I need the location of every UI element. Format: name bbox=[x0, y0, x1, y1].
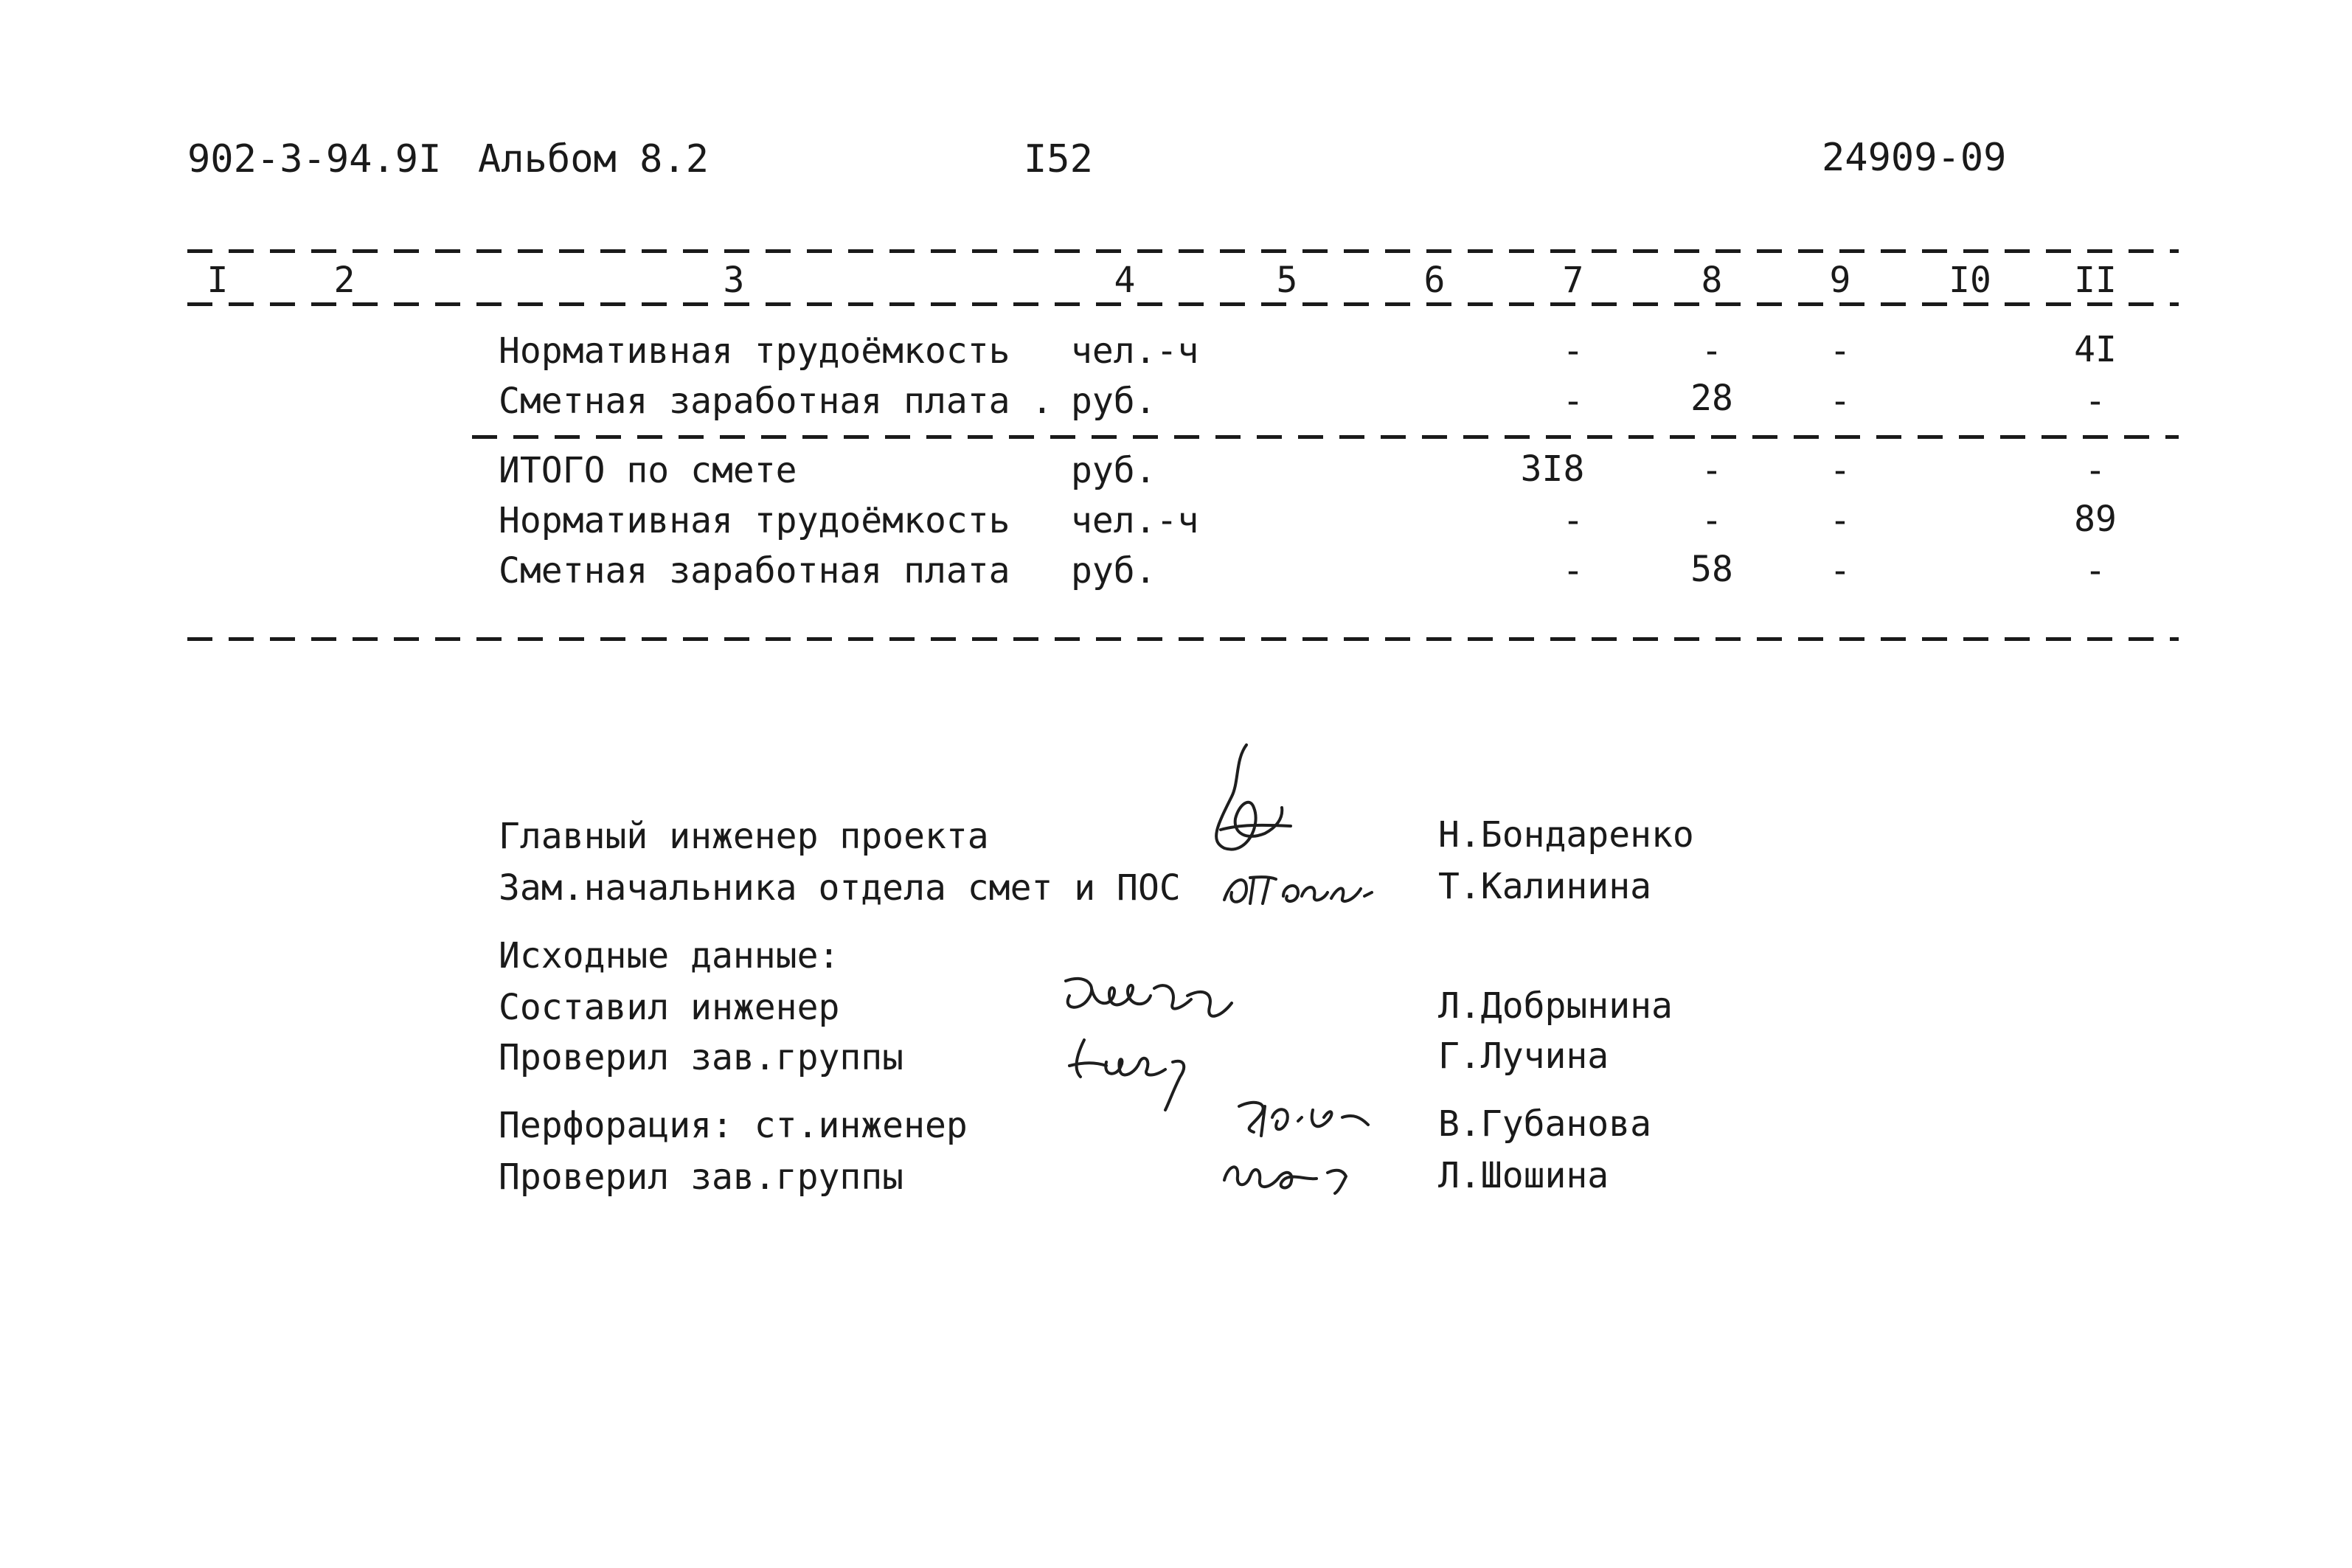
signatory-name: Л.Шошина bbox=[1438, 1155, 1609, 1196]
signatory-name: Г.Лучина bbox=[1438, 1035, 1609, 1077]
column-number: II bbox=[2074, 260, 2117, 301]
table-bottom-rule bbox=[187, 637, 2179, 641]
cell-col7: - bbox=[1562, 381, 1584, 422]
signature-checked-1 bbox=[1062, 1033, 1210, 1114]
row-name: Нормативная трудоёмкость bbox=[499, 330, 1010, 372]
cell-col8: - bbox=[1701, 450, 1723, 491]
row-unit: чел.-ч bbox=[1071, 500, 1199, 541]
page-number: I52 bbox=[1024, 137, 1093, 181]
column-number: I bbox=[207, 260, 229, 301]
cell-col8: - bbox=[1701, 500, 1723, 541]
signatory-title: Главный инженер проекта bbox=[499, 816, 989, 857]
cell-col9: - bbox=[1829, 550, 1851, 592]
cell-col8: 28 bbox=[1690, 378, 1733, 419]
row-name: ИТОГО по смете bbox=[499, 450, 797, 491]
table-top-rule bbox=[187, 249, 2179, 253]
column-number: 9 bbox=[1829, 260, 1851, 301]
signatory-title: Зам.начальника отдела смет и ПОС bbox=[499, 867, 1181, 909]
cell-col11: - bbox=[2084, 550, 2106, 592]
signatory-title: Составил инженер bbox=[499, 987, 840, 1028]
document-code: 902-3-94.9I bbox=[187, 137, 442, 181]
cell-col11: 4I bbox=[2074, 329, 2117, 370]
row-unit: руб. bbox=[1071, 381, 1156, 422]
signatory-name: В.Губанова bbox=[1438, 1103, 1651, 1145]
signature-deputy bbox=[1217, 863, 1379, 915]
cell-col9: - bbox=[1829, 381, 1851, 422]
document-number: 24909-09 bbox=[1822, 136, 2007, 180]
signatory-title: Проверил зав.группы bbox=[499, 1156, 904, 1198]
signatory-name: Т.Калинина bbox=[1438, 866, 1651, 907]
signature-checked-2 bbox=[1217, 1151, 1364, 1195]
cell-col8: 58 bbox=[1690, 549, 1733, 590]
signatory-title: Перфорация: ст.инженер bbox=[499, 1105, 968, 1146]
column-number: 4 bbox=[1114, 260, 1136, 301]
row-name: Сметная заработная плата bbox=[499, 550, 1010, 592]
cell-col11: - bbox=[2084, 381, 2106, 422]
cell-col11: - bbox=[2084, 450, 2106, 491]
row-unit: руб. bbox=[1071, 550, 1156, 592]
cell-col7: 3I8 bbox=[1520, 448, 1585, 490]
cell-col8: - bbox=[1701, 330, 1723, 372]
subtotal-rule bbox=[472, 435, 2179, 439]
row-unit: руб. bbox=[1071, 450, 1156, 491]
column-number: I0 bbox=[1949, 260, 1991, 301]
column-number: 3 bbox=[723, 260, 745, 301]
row-name: Сметная заработная плата . bbox=[499, 381, 1053, 422]
column-number: 7 bbox=[1562, 260, 1584, 301]
cell-col7: - bbox=[1562, 550, 1584, 592]
cell-col11: 89 bbox=[2074, 499, 2117, 540]
column-number: 8 bbox=[1701, 260, 1723, 301]
cell-col9: - bbox=[1829, 500, 1851, 541]
column-number: 5 bbox=[1276, 260, 1298, 301]
row-unit: чел.-ч bbox=[1071, 330, 1199, 372]
signatory-title: Проверил зав.группы bbox=[499, 1037, 904, 1078]
header-bottom-rule bbox=[187, 302, 2179, 306]
album-label: Альбом 8.2 bbox=[478, 137, 710, 181]
signatory-name: Н.Бондаренко bbox=[1438, 814, 1694, 856]
cell-col7: - bbox=[1562, 500, 1584, 541]
section-heading: Исходные данные: bbox=[499, 935, 840, 976]
column-number: 6 bbox=[1423, 260, 1446, 301]
column-number: 2 bbox=[333, 260, 355, 301]
signature-perforation bbox=[1232, 1092, 1379, 1143]
cell-col9: - bbox=[1829, 450, 1851, 491]
signature-chief-engineer bbox=[1195, 738, 1298, 863]
signature-compiled bbox=[1055, 966, 1246, 1033]
cell-col7: - bbox=[1562, 330, 1584, 372]
signatory-name: Л.Добрынина bbox=[1438, 985, 1673, 1027]
row-name: Нормативная трудоёмкость bbox=[499, 500, 1010, 541]
cell-col9: - bbox=[1829, 330, 1851, 372]
